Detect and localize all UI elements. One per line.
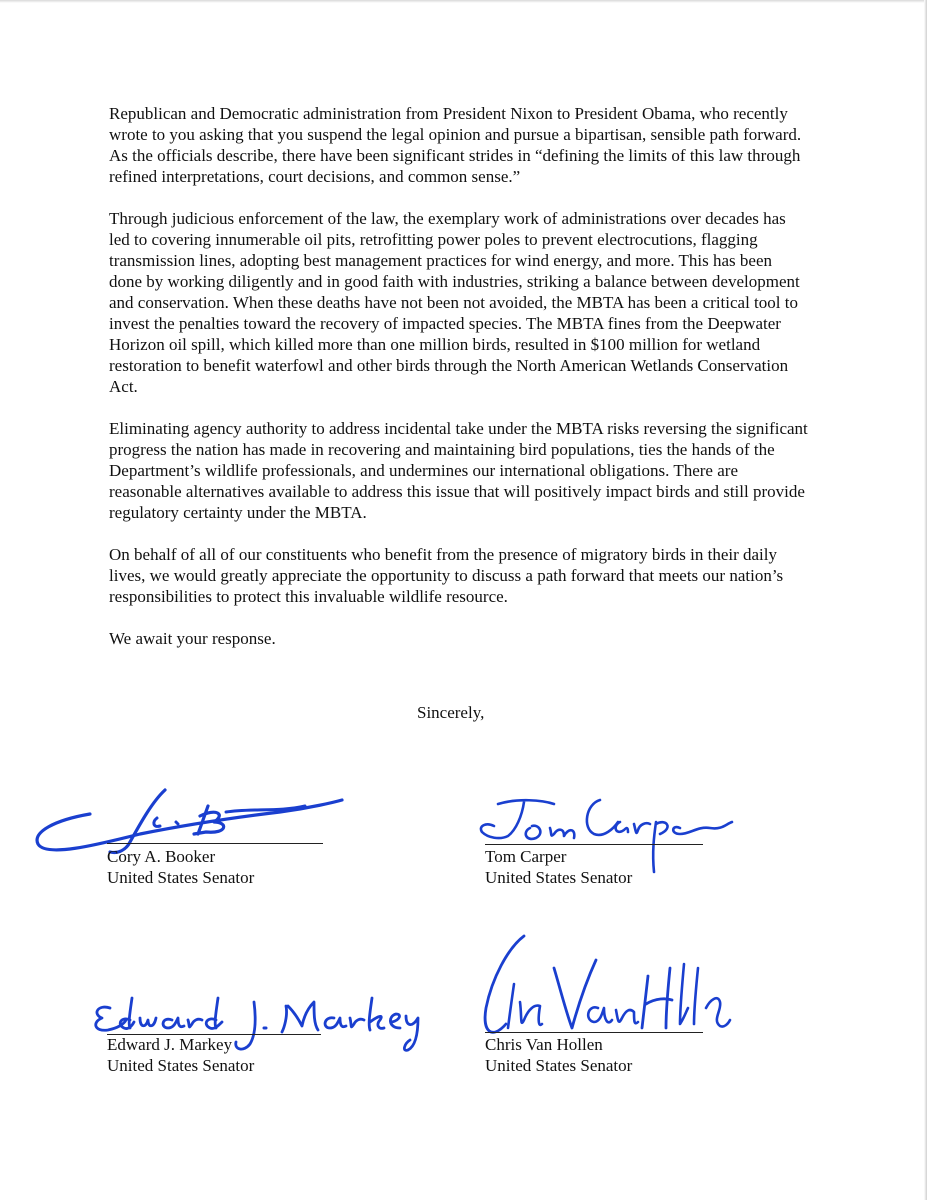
signatory-title: United States Senator (107, 1056, 255, 1075)
scan-edge-top (0, 0, 927, 3)
signatory-name: Chris Van Hollen (485, 1035, 603, 1054)
signatory-block-van-hollen (485, 1034, 632, 1076)
signatory-name: Edward J. Markey (107, 1035, 233, 1054)
letter-body (109, 103, 809, 670)
paragraph-incidental-take: Eliminating agency authority to address incidental take under the MBTA risks reversing the significant progress the nation has made in recovering and maintaining bird populations, ties the hands of the Department’s wildlife professionals, and undermines our international obligations. There are reasonable alternatives available to address this issue that will positively impact birds and still provide regulatory certainty under the MBTA. (109, 419, 808, 522)
signatory-block-booker (107, 846, 254, 888)
signatory-block-markey (107, 1034, 254, 1076)
paragraph-await-response: We await your response. (109, 629, 276, 648)
signatory-title: United States Senator (485, 868, 633, 887)
paragraph-constituents: On behalf of all of our constituents who benefit from the presence of migratory birds in their daily lives, we would greatly appreciate the opportunity to discuss a path forward that meets our nation’s responsibilities to protect this invaluable wildlife resource. (109, 545, 784, 606)
signatory-name: Tom Carper (485, 847, 567, 866)
signatory-title: United States Senator (485, 1056, 633, 1075)
signatory-name: Cory A. Booker (107, 847, 216, 866)
paragraph-enforcement: Through judicious enforcement of the law, the exemplary work of administrations over decades has led to covering innumerable oil pits, retrofitting power poles to prevent electrocutions, flagging transmission lines, adopting best management practices for wind energy, and more. This has been done by working diligently and in good faith with industries, striking a balance between development and conservation. When these deaths have not been not avoided, the MBTA has been a critical tool to invest the penalties toward the recovery of impacted species. The MBTA fines from the Deepwater Horizon oil spill, which killed more than one million birds, resulted in $100 million for wetland restoration to benefit waterfowl and other birds through the North American Wetlands Conservation Act. (109, 209, 800, 396)
signature-line-booker (107, 843, 323, 844)
signatory-block-carper (485, 846, 632, 888)
signatory-title: United States Senator (107, 868, 255, 887)
signature-van-hollen (462, 928, 732, 1048)
signature-line-van-hollen (485, 1032, 703, 1033)
closing-salutation: Sincerely, (417, 703, 485, 722)
signature-line-carper (485, 844, 703, 845)
paragraph-officials: Republican and Democratic administration from President Nixon to President Obama, who recently wrote to you asking that you suspend the legal opinion and pursue a bipartisan, sensible path forward. As the officials describe, there have been significant strides in “defining the limits of this law through refined interpretations, court decisions, and common sense.” (109, 104, 802, 186)
